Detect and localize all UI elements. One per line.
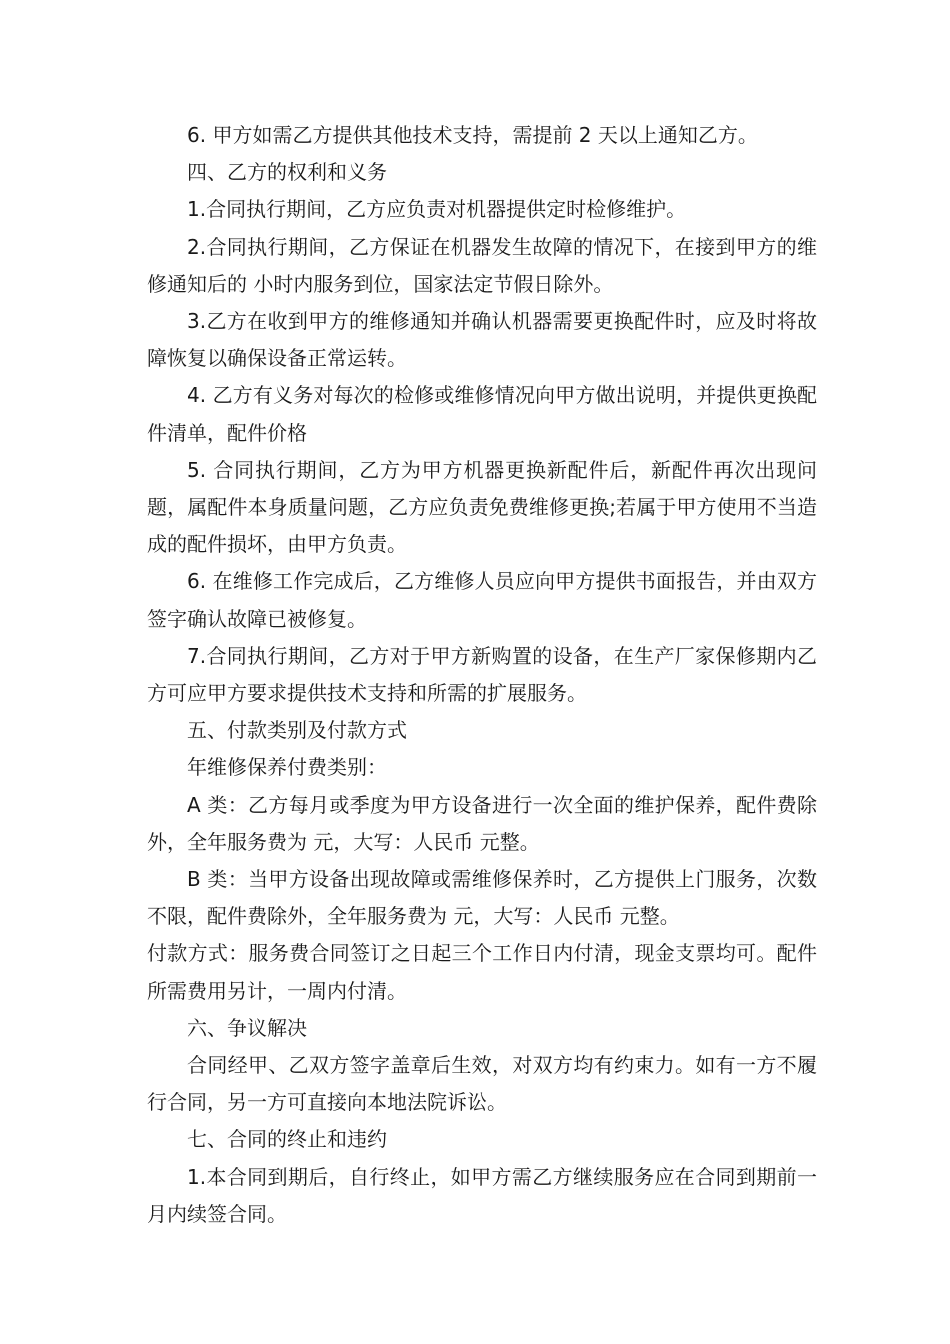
paragraph-item-4-explanation: 4. 乙方有义务对每次的检修或维修情况向甲方做出说明，并提供更换配件清单，配件价格 (147, 383, 817, 445)
paragraph-category-b: B 类：当甲方设备出现故障或需维修保养时，乙方提供上门服务，次数不限，配件费除外，全年服务费为 元，大写：人民币 元整。 (147, 867, 817, 929)
paragraph-item-3-parts-replacement: 3.乙方在收到甲方的维修通知并确认机器需要更换配件时，应及时将故障恢复以确保设备正常运转。 (147, 309, 817, 371)
paragraph-dispute-resolution: 合同经甲、乙双方签字盖章后生效，对双方均有约束力。如有一方不履行合同，另一方可直接向本地法院诉讼。 (147, 1053, 817, 1115)
paragraph-payment-method: 付款方式：服务费合同签订之日起三个工作日内付清，现金支票均可。配件所需费用另计，一周内付清。 (147, 941, 817, 1003)
section-heading-termination: 七、合同的终止和违约 (187, 1127, 387, 1152)
paragraph-payment-categories: 年维修保养付费类别： (187, 755, 387, 780)
paragraph-category-a: A 类：乙方每月或季度为甲方设备进行一次全面的维护保养，配件费除外，全年服务费为 元，大写：人民币 元整。 (147, 792, 817, 854)
paragraph-item-6-tech-support: 6. 甲方如需乙方提供其他技术支持，需提前 2 天以上通知乙方。 (187, 123, 758, 147)
document-body (147, 117, 817, 1233)
paragraph-item-1-maintenance: 1.合同执行期间，乙方应负责对机器提供定时检修维护。 (187, 197, 687, 222)
paragraph-item-7-extended-service: 7.合同执行期间，乙方对于甲方新购置的设备，在生产厂家保修期内乙方可应甲方要求提供技术支持和所需的扩展服务。 (147, 643, 817, 706)
paragraph-item-6-written-report: 6. 在维修工作完成后，乙方维修人员应向甲方提供书面报告，并由双方签字确认故障已被修复。 (147, 569, 817, 631)
paragraph-item-1-expiry: 1.本合同到期后，自行终止，如甲方需乙方继续服务应在合同到期前一月内续签合同。 (147, 1164, 817, 1226)
section-heading-party-b-rights: 四、乙方的权利和义务 (187, 160, 387, 185)
section-heading-dispute: 六、争议解决 (187, 1015, 307, 1040)
section-heading-payment: 五、付款类别及付款方式 (187, 718, 407, 743)
paragraph-item-5-parts-warranty: 5. 合同执行期间，乙方为甲方机器更换新配件后，新配件再次出现问题，属配件本身质量问题，乙方应负责免费维修更换;若属于甲方使用不当造成的配件损坏，由甲方负责。 (147, 457, 817, 557)
paragraph-item-2-service-arrival: 2.合同执行期间，乙方保证在机器发生故障的情况下，在接到甲方的维修通知后的 小时内服务到位，国家法定节假日除外。 (147, 234, 817, 296)
